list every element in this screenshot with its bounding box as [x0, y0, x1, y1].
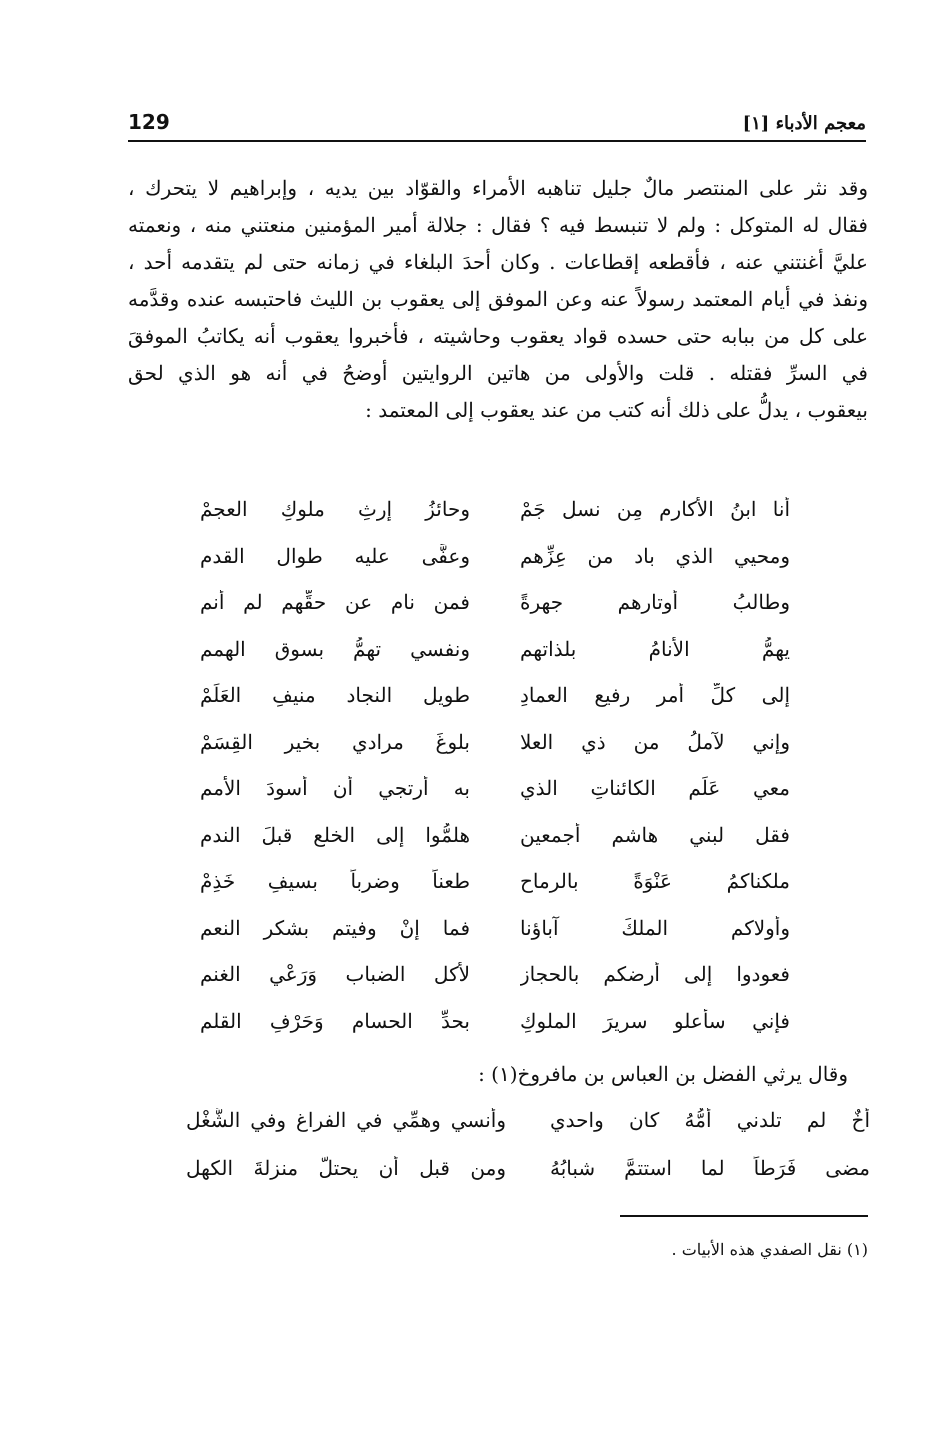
verse-first-hemistich: مضى فَرَطاً لما استتمَّ شبابُهُ [550, 1156, 870, 1180]
verse-second-hemistich: فما إنْ وفيتم بشكرِ النعم [200, 915, 470, 940]
verse [200, 951, 790, 998]
poem-intro-line: وقال يرثي الفضل بن العباس بن مافروخ(١) : [478, 1062, 848, 1086]
verse-first-hemistich: فقل لبني هاشمٍ أجمعين [520, 822, 790, 847]
poem [200, 486, 790, 1044]
verse-first-hemistich: أخٌ لم تلدني أمُّهُ كان واحدي [550, 1108, 870, 1132]
verse-first-hemistich: ومحيي الذي باد من عِزِّهم [520, 543, 790, 568]
verse-first-hemistich: إلى كلِّ أمرٍ رفيعِ العمادِ [520, 683, 790, 708]
verse-second-hemistich: هلمُّوا إلى الخلع قبلَ الندم [200, 822, 470, 847]
running-title: معجم الأدباء [١] [742, 113, 866, 134]
verse-second-hemistich: وأُنسي وهمِّي في الفراغ وفي الشُّغْلِ [186, 1108, 506, 1132]
prose-line: ونفذ في أيام المعتمد رسولاً عنه وعن الموفق إلى يعقوب بن الليث فاحتبسه عنده وقدَّمه [128, 287, 868, 311]
prose-line: بيعقوب ، يدلُّ على ذلك أنه كتب من عند يعقوب إلى المعتمد : [365, 398, 868, 422]
verse [200, 812, 790, 859]
verse-second-hemistich: به أرتجي أن أسودَ الأمم [200, 776, 470, 801]
prose-line: وقد نثر على المنتصر مالٌ جليل تناهبه الأمراء والقوّاد بين يديه ، وإبراهيم لا يتحرك ، [128, 176, 868, 200]
verse [160, 1144, 870, 1192]
verse-second-hemistich: ومن قبلِ أن يحتلَّ منزلةَ الكهلِ [186, 1156, 506, 1180]
verse-second-hemistich: لأكلِ الضباب وَرَعْيِ الغنم [200, 962, 470, 987]
verse [160, 1096, 870, 1144]
verse [200, 765, 790, 812]
verse-second-hemistich: فمن نام عن حقِّهم لم أنم [200, 590, 470, 615]
prose-line: على كل من ببابه حتى حسده قواد يعقوب وحاشيته ، فأخبروا يعقوب أنه يكاتبُ الموفقَ [128, 324, 868, 348]
verse [200, 486, 790, 533]
verse-first-hemistich: يهمُّ الأنامُ بلذاتهم [520, 636, 790, 661]
verse-first-hemistich: وطالبُ أوتارهم جهرةً [520, 590, 790, 615]
verse-second-hemistich: بحدِّ الحسام وَحَرْفِ القلم [200, 1008, 470, 1033]
verse-second-hemistich: وحائزُ إرثِ ملوكِ العجمْ [200, 497, 470, 522]
verse [200, 719, 790, 766]
verse-first-hemistich: أنا ابنُ الأكارمِ مِن نسلِ جَمْ [520, 497, 790, 522]
verse [200, 672, 790, 719]
verse-first-hemistich: ملكناكمُ عَنْوَةً بالرماح [520, 869, 790, 894]
verse [200, 626, 790, 673]
footnote-separator [620, 1215, 868, 1217]
verse [200, 905, 790, 952]
page-number: 129 [128, 110, 170, 134]
verse-second-hemistich: ونفسي تهمُّ بسوقِ الهمم [200, 636, 470, 661]
verse [200, 533, 790, 580]
verse-second-hemistich: وعفَّى عليه طوال القدم [200, 543, 470, 568]
prose-line: في السرِّ فقتله . قلت والأولى من هاتين الروايتين أوضحُ في أنه هو الذي لحق [128, 361, 868, 385]
prose-paragraph [128, 170, 868, 429]
verse-first-hemistich: معي عَلَم الكائناتِ الذي [520, 776, 790, 801]
verse [200, 998, 790, 1045]
verse-second-hemistich: طعناً وضرباً بسيفِ خَذِمْ [200, 869, 470, 894]
verse-first-hemistich: فعودوا إلى أرضكم بالحجازِ [520, 962, 790, 987]
footnote: (١) نقل الصفدي هذه الأبيات . [671, 1240, 868, 1259]
verse-first-hemistich: فإني سأعلو سريرَ الملوكِ [520, 1008, 790, 1033]
verse-first-hemistich: وأولاكم الملكَ آباؤنا [520, 915, 790, 940]
verse-second-hemistich: بلوغَ مرادي بخيرِ القِسَمْ [200, 729, 470, 754]
verse [200, 579, 790, 626]
verse-second-hemistich: طويلِ النجاد منيفِ العَلَمْ [200, 683, 470, 708]
page-header [128, 100, 866, 142]
prose-line: فقال له المتوكل : ولم لا تنبسط فيه ؟ فقال : جلالة أمير المؤمنين منعتني منه ، ونعمته [128, 213, 868, 237]
elegy-poem [160, 1096, 870, 1192]
prose-line: عليَّ أغنتني عنه ، فأقطعه إقطاعات . وكان أحدَ البلغاء في زمانه حتى لم يتقدمه أحد ، [128, 250, 868, 274]
verse-first-hemistich: وإني لآملُ من ذي العلا [520, 729, 790, 754]
verse [200, 858, 790, 905]
